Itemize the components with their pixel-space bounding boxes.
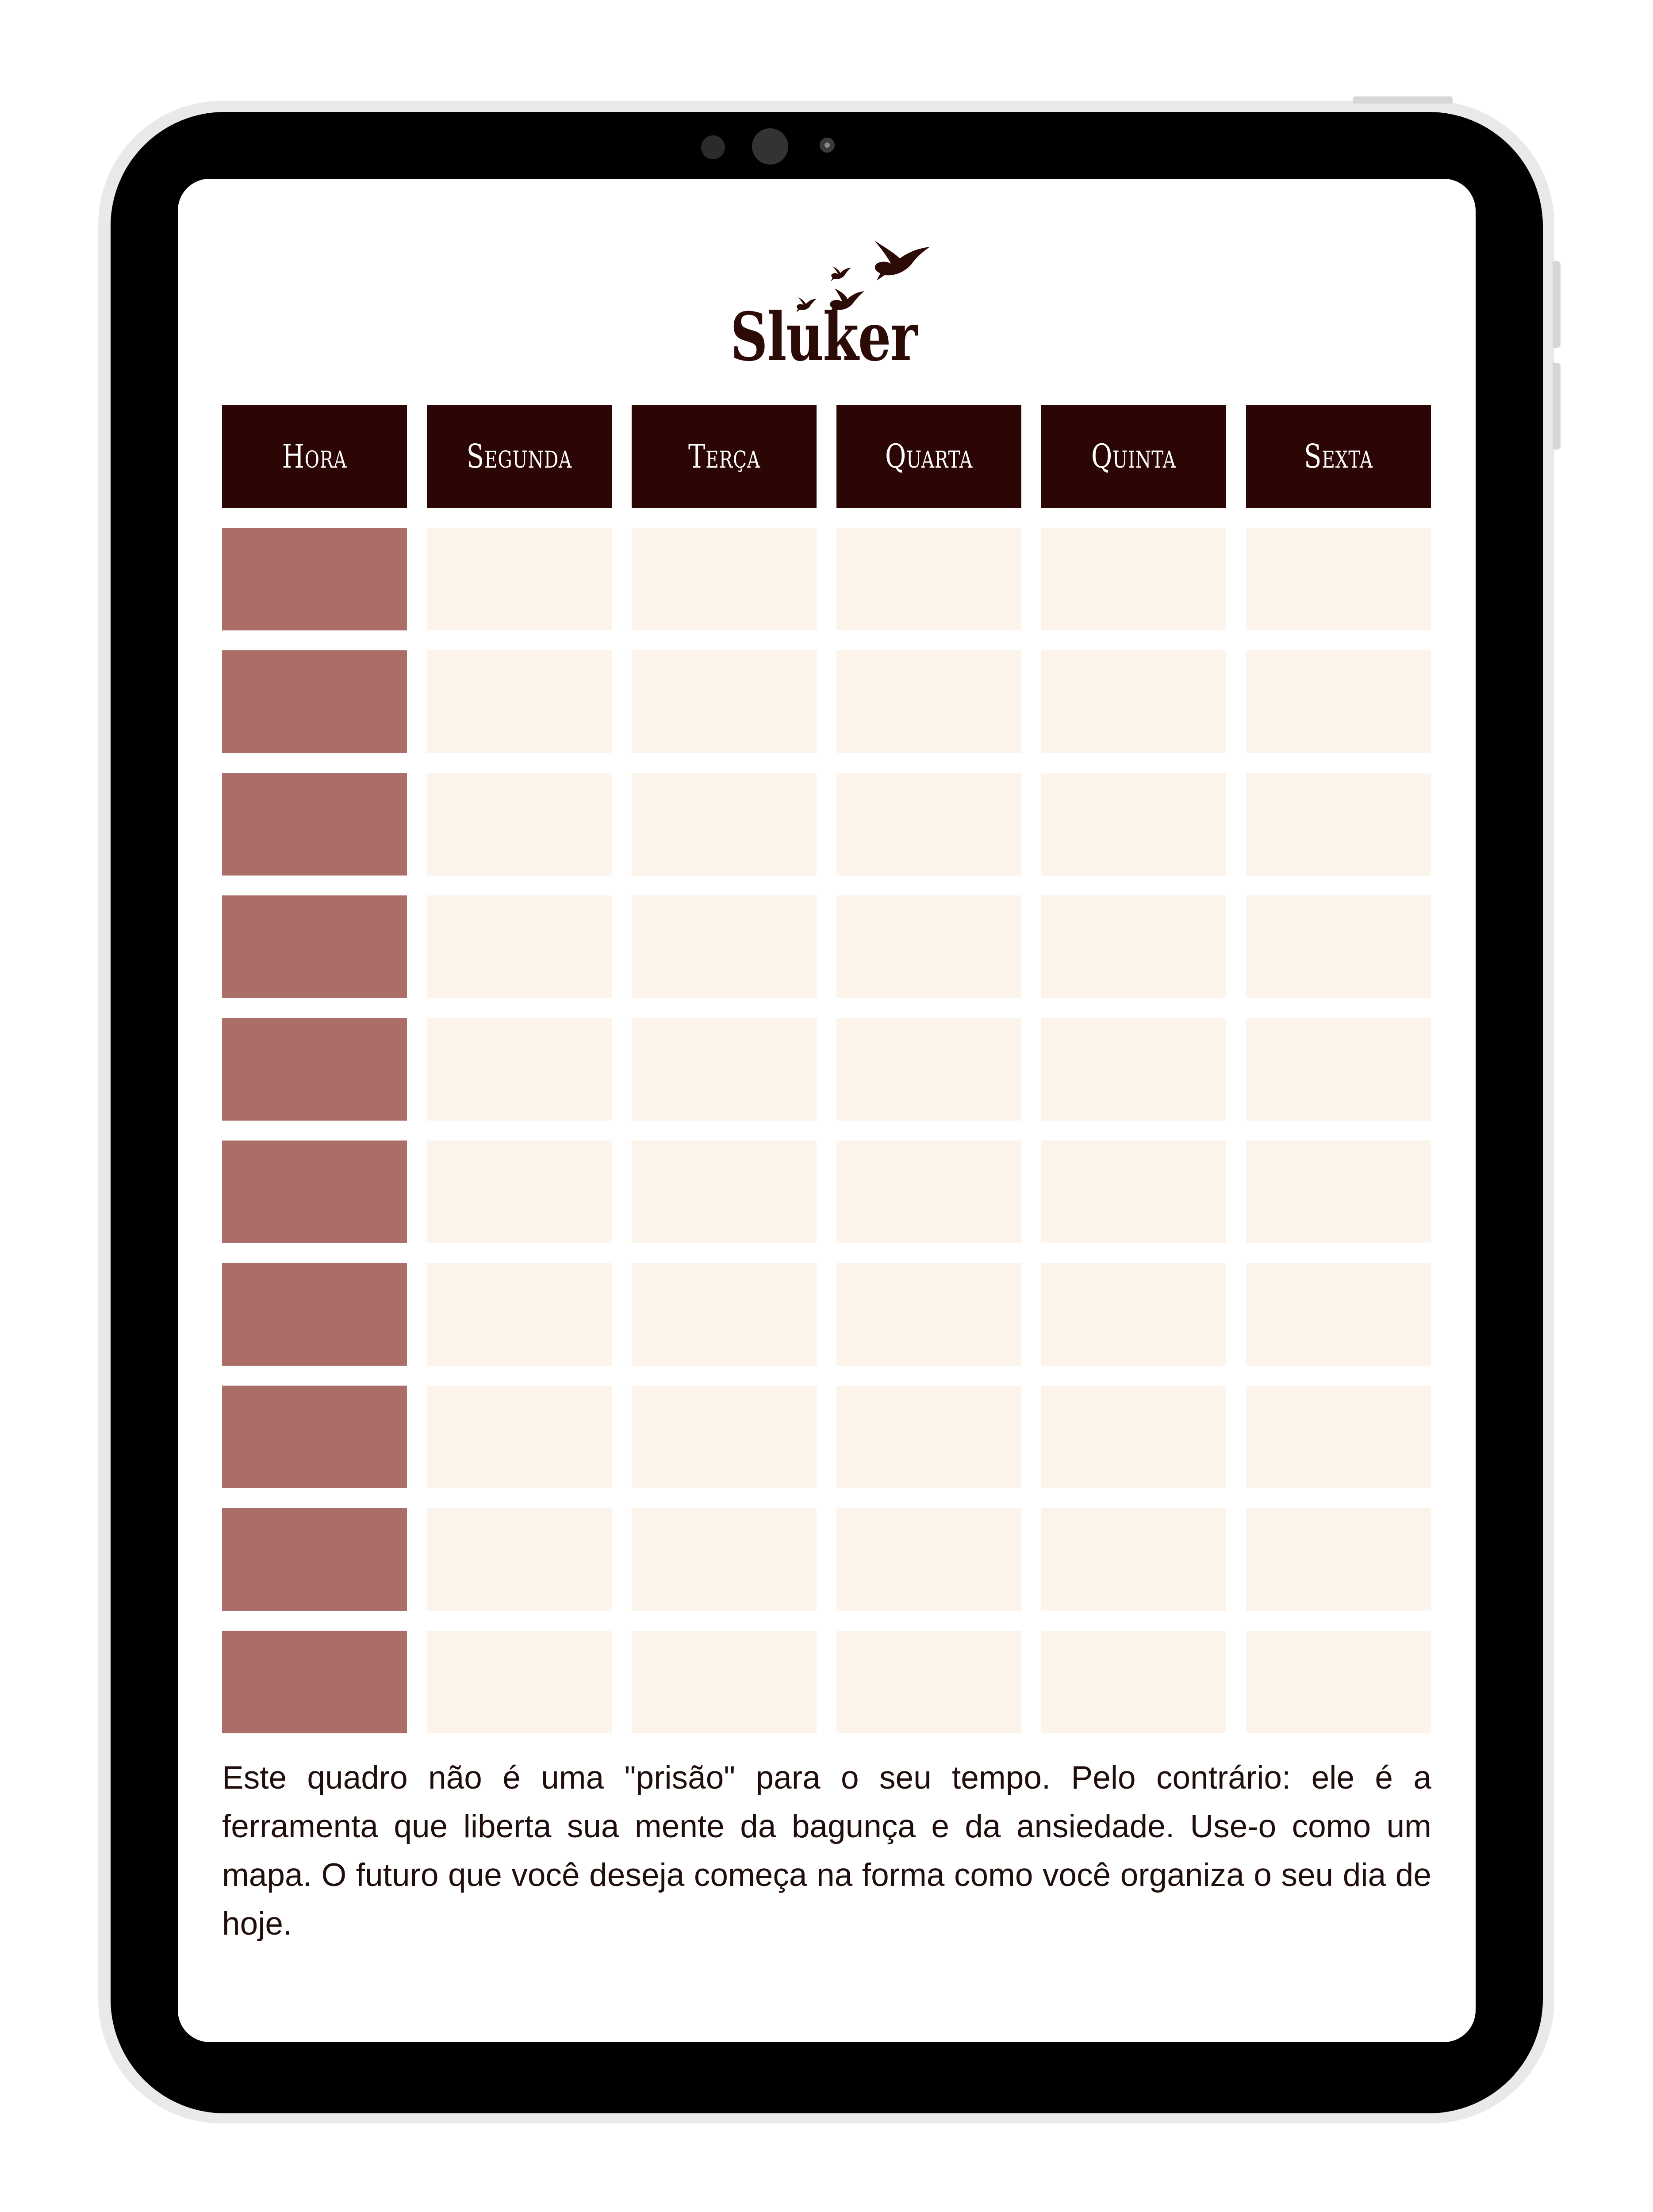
schedule-cell[interactable] [632,1018,817,1121]
schedule-cell[interactable] [632,1508,817,1611]
schedule-cell[interactable] [1041,1018,1226,1121]
schedule-cell[interactable] [836,1263,1021,1366]
volume-down-button [1553,363,1561,449]
volume-up-button [1553,261,1561,348]
hour-cell[interactable] [222,1631,407,1733]
top-button [1353,96,1453,104]
schedule-cell[interactable] [632,650,817,753]
schedule-cell[interactable] [1246,773,1431,876]
schedule-cell[interactable] [1041,1141,1226,1243]
schedule-cell[interactable] [1041,1263,1226,1366]
schedule-cell[interactable] [1246,1386,1431,1488]
schedule-cell[interactable] [632,773,817,876]
schedule-cell[interactable] [836,1141,1021,1243]
schedule-cell[interactable] [1246,528,1431,630]
schedule-cell[interactable] [836,1508,1021,1611]
schedule-cell[interactable] [836,528,1021,630]
hour-cell[interactable] [222,1386,407,1488]
hour-cell[interactable] [222,1263,407,1366]
schedule-cell[interactable] [1246,1508,1431,1611]
schedule-cell[interactable] [836,1631,1021,1733]
schedule-cell[interactable] [632,528,817,630]
brand-name: Sluker [730,298,917,376]
schedule-cell[interactable] [632,1263,817,1366]
header-hora: Hora [222,405,407,508]
schedule-cell[interactable] [836,1386,1021,1488]
schedule-cell[interactable] [1041,773,1226,876]
hour-cell[interactable] [222,1508,407,1611]
header-segunda: Segunda [427,405,612,508]
schedule-cell[interactable] [427,895,612,998]
schedule-cell[interactable] [632,1386,817,1488]
schedule-cell[interactable] [1246,1631,1431,1733]
hour-cell[interactable] [222,528,407,630]
header-quinta: Quinta [1041,405,1226,508]
schedule-cell[interactable] [836,895,1021,998]
motivational-note: Este quadro não é uma "prisão" para o seu tempo. Pelo contrário: ele é a ferramenta que liberta sua mente da bagunça e da ansiedade. Use-o como um mapa. O futuro que você deseja começa na forma como você organiza o seu dia de hoje. [222,1760,1431,1942]
schedule-cell[interactable] [1246,650,1431,753]
header-sexta: Sexta [1246,405,1431,508]
schedule-cell[interactable] [427,773,612,876]
hour-cell[interactable] [222,650,407,753]
schedule-cell[interactable] [836,773,1021,876]
schedule-cell[interactable] [1246,1263,1431,1366]
schedule-cell[interactable] [836,1018,1021,1121]
schedule-cell[interactable] [1041,650,1226,753]
schedule-cell[interactable] [1041,1631,1226,1733]
schedule-cell[interactable] [427,1018,612,1121]
header-quarta: Quarta [836,405,1021,508]
schedule-cell[interactable] [1246,1018,1431,1121]
hour-cell[interactable] [222,895,407,998]
header-terca: Terça [632,405,817,508]
schedule-cell[interactable] [1246,1141,1431,1243]
hour-cell[interactable] [222,773,407,876]
schedule-cell[interactable] [1246,895,1431,998]
schedule-cell[interactable] [427,1263,612,1366]
hour-cell[interactable] [222,1018,407,1121]
camera-icon [752,128,788,165]
schedule-cell[interactable] [1041,895,1226,998]
schedule-cell[interactable] [632,895,817,998]
schedule-grid [222,405,1431,1733]
hour-cell[interactable] [222,1141,407,1243]
schedule-cell[interactable] [427,1386,612,1488]
schedule-cell[interactable] [632,1631,817,1733]
tablet-screen [178,179,1476,2042]
sensor-icon [701,135,725,159]
schedule-cell[interactable] [427,1631,612,1733]
schedule-cell[interactable] [427,650,612,753]
schedule-cell[interactable] [1041,528,1226,630]
light-sensor-icon [820,138,835,153]
schedule-cell[interactable] [836,650,1021,753]
schedule-cell[interactable] [427,1508,612,1611]
schedule-cell[interactable] [427,1141,612,1243]
schedule-cell[interactable] [1041,1386,1226,1488]
brand-logo [700,209,947,376]
schedule-cell[interactable] [427,528,612,630]
schedule-cell[interactable] [1041,1508,1226,1611]
schedule-cell[interactable] [632,1141,817,1243]
